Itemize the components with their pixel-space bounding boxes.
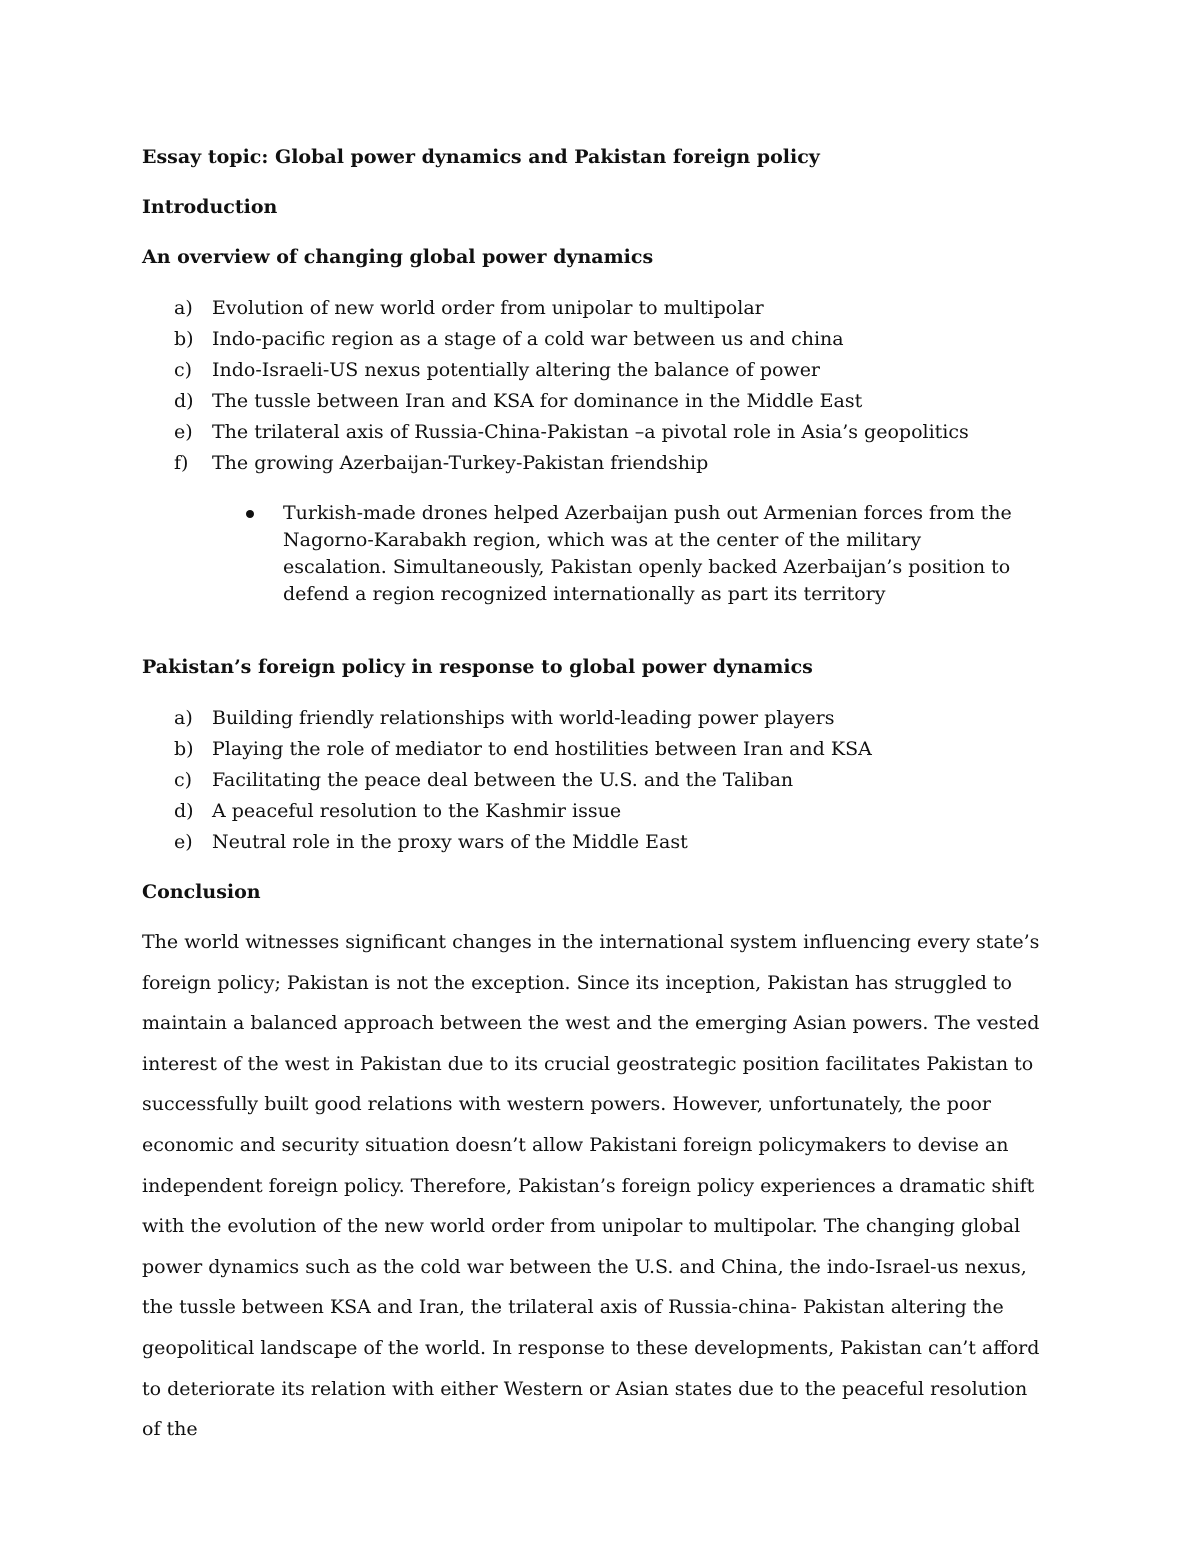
list-item-text: Neutral role in the proxy wars of the Middle East bbox=[212, 831, 688, 853]
list-marker: b) bbox=[174, 738, 194, 760]
list-marker: b) bbox=[174, 328, 194, 350]
list-item-text: The tussle between Iran and KSA for dominance in the Middle East bbox=[212, 390, 863, 412]
bullet-dot-icon bbox=[246, 510, 254, 518]
list-marker: e) bbox=[174, 421, 193, 443]
list-marker: e) bbox=[174, 831, 193, 853]
list-item-text: Facilitating the peace deal between the U.S. and the Taliban bbox=[212, 769, 794, 791]
essay-title: Essay topic: Global power dynamics and Pakistan foreign policy bbox=[142, 146, 820, 168]
introduction-heading: Introduction bbox=[142, 196, 278, 218]
bullet-text: Turkish-made drones helped Azerbaijan push out Armenian forces from the Nagorno-Karabakh region, which was at the center of the military escalation. Simultaneously, Pakistan openly backed Azerbaijan’s position to defend a region recognized internationally as part its territory bbox=[283, 502, 1012, 605]
list-marker: d) bbox=[174, 390, 194, 412]
list-marker: a) bbox=[174, 707, 193, 729]
list-item-text: Building friendly relationships with world-leading power players bbox=[212, 707, 835, 729]
list-item-text: Evolution of new world order from unipolar to multipolar bbox=[212, 297, 764, 319]
list-item-text: Indo-pacific region as a stage of a cold war between us and china bbox=[212, 328, 844, 350]
list-marker: d) bbox=[174, 800, 194, 822]
list-item-text: Playing the role of mediator to end hostilities between Iran and KSA bbox=[212, 738, 872, 760]
overview-heading: An overview of changing global power dynamics bbox=[142, 246, 654, 268]
list-item-text: A peaceful resolution to the Kashmir issue bbox=[212, 800, 622, 822]
list-marker: f) bbox=[174, 452, 189, 474]
list-item-text: The trilateral axis of Russia-China-Pakistan –a pivotal role in Asia’s geopolitics bbox=[212, 421, 969, 443]
list-item-text: Indo-Israeli-US nexus potentially altering the balance of power bbox=[212, 359, 821, 381]
list-marker: a) bbox=[174, 297, 193, 319]
list-marker: c) bbox=[174, 769, 193, 791]
conclusion-paragraph: The world witnesses significant changes in the international system influencing every state’s foreign policy; Pakistan is not the exception. Since its inception, Pakistan has struggled to maintain a balanced approach between the west and the emerging Asian powers. The vested interest of the west in Pakistan due to its crucial geostrategic position facilitates Pakistan to successfully built good relations with western powers. However, unfortunately, the poor economic and security situation doesn’t allow Pakistani foreign policymakers to devise an independent foreign policy. Therefore, Pakistan’s foreign policy experiences a dramatic shift with the evolution of the new world order from unipolar to multipolar. The changing global power dynamics such as the cold war between the U.S. and China, the indo-Israel-us nexus, the tussle between KSA and Iran, the trilateral axis of Russia-china- Pakistan altering the geopolitical landscape of the world. In response to these developments, Pakistan can’t afford to deteriorate its relation with either Western or Asian states due to the peaceful resolution of the bbox=[142, 931, 1040, 1441]
conclusion-heading: Conclusion bbox=[142, 881, 261, 903]
list-marker: c) bbox=[174, 359, 193, 381]
foreign-policy-heading: Pakistan’s foreign policy in response to global power dynamics bbox=[142, 656, 813, 678]
list-item-text: The growing Azerbaijan-Turkey-Pakistan friendship bbox=[212, 452, 709, 474]
